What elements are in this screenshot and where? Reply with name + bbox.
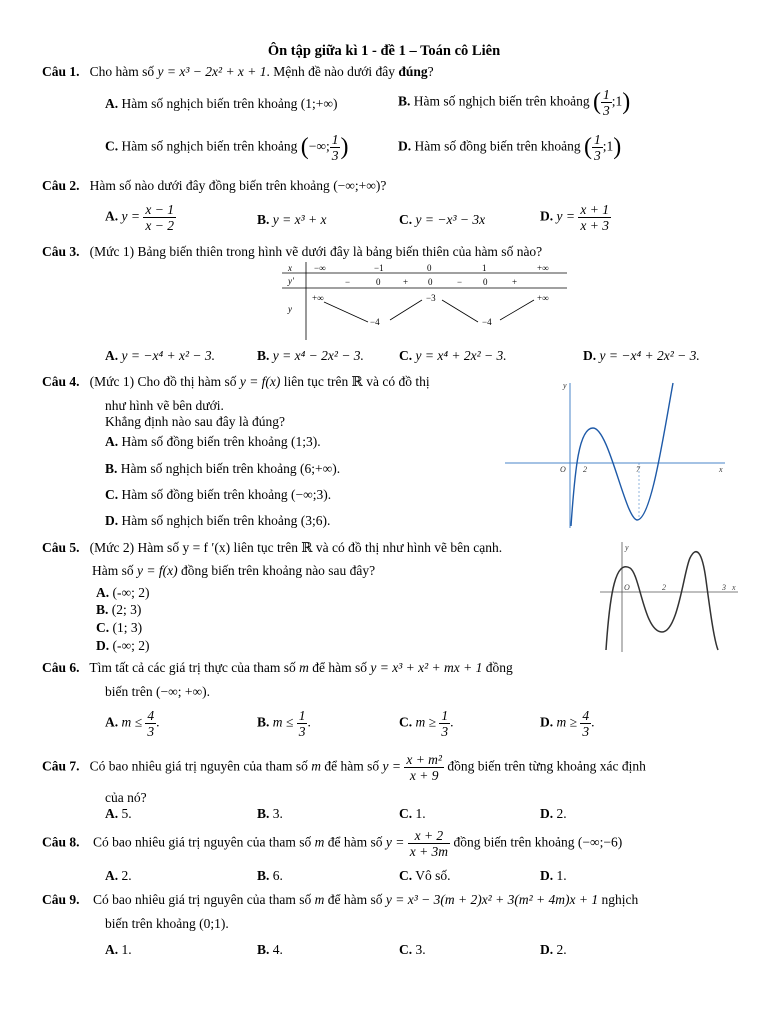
q1-option-c-denominator: 3	[331, 148, 339, 163]
question-8-param: m	[314, 834, 325, 850]
question-3-stem	[42, 244, 542, 260]
table-arrow-down-1	[324, 302, 368, 322]
q8-option-c-text: Vô số.	[415, 868, 451, 883]
question-8-text: Có bao nhiêu giá trị nguyên của tham số	[93, 834, 312, 850]
question-8-number: Câu 8.	[42, 834, 80, 850]
q1-option-c-head: −∞;	[308, 138, 330, 154]
q7-option-a-text: 5.	[121, 806, 132, 821]
q1-option-d-text: Hàm số đồng biến trên khoảng	[414, 138, 581, 154]
q2-option-b-formula: y = x³ + x	[272, 212, 327, 227]
question-4-stem	[42, 374, 430, 390]
question-1-stem	[42, 64, 434, 80]
question-6-stem	[42, 660, 513, 676]
q9-option-a-label: A.	[105, 942, 119, 957]
question-9-number: Câu 9.	[42, 892, 80, 907]
q1-option-c-label: C.	[105, 138, 119, 154]
question-7-number: Câu 7.	[42, 758, 80, 774]
q7-option-c-label: C.	[399, 806, 413, 821]
question-5-function: y = f(x)	[137, 563, 178, 578]
q9-option-d-text: 2.	[556, 942, 567, 957]
question-8-text-b: để hàm số	[327, 834, 383, 850]
q7-option-d-text: 2.	[556, 806, 567, 821]
q7-option-c[interactable]	[399, 806, 426, 822]
q9-option-b[interactable]	[257, 942, 283, 958]
question-4-text: (Mức 1) Cho đồ thị hàm số	[89, 374, 237, 389]
q4-origin-label: O	[560, 465, 566, 474]
q5-curve	[606, 552, 718, 650]
question-5-line-2	[92, 563, 375, 579]
q3-option-d[interactable]	[583, 348, 700, 364]
q2-option-a-denominator: x − 2	[145, 218, 174, 233]
table-y-label: y	[288, 304, 292, 314]
q4-tick-label-2: 7	[636, 465, 640, 474]
q4-x-axis-label: x	[719, 465, 723, 474]
q5-option-a[interactable]	[96, 585, 150, 601]
q7-option-a[interactable]	[105, 806, 132, 822]
table-arrow-up-1	[390, 300, 422, 320]
q9-option-b-label: B.	[257, 942, 270, 957]
q1-option-a[interactable]	[105, 96, 337, 112]
q2-option-b[interactable]	[257, 212, 327, 228]
table-sign-5: −	[457, 277, 463, 287]
q5-origin-label: O	[624, 583, 630, 592]
question-7-numerator: x + m²	[406, 752, 442, 767]
q9-option-c-label: C.	[399, 942, 413, 957]
table-x-value-2: −1	[374, 263, 384, 273]
q6-option-c-pre: m ≥	[415, 714, 437, 730]
question-7-text-c: đồng biến trên từng khoảng xác định	[447, 758, 646, 774]
q8-option-c[interactable]	[399, 868, 451, 884]
q6-option-d[interactable]: D. m ≥ $\frac{4}{3}$ .	[540, 708, 595, 739]
q4-curve	[571, 383, 673, 526]
q9-option-a[interactable]	[105, 942, 132, 958]
q2-option-a-pre: y =	[121, 208, 140, 224]
question-9-stem	[42, 892, 638, 908]
question-4-line-2: như hình vẽ bên dưới.	[105, 398, 224, 413]
q5-derivative-graph	[600, 540, 740, 652]
question-6-param: m	[299, 660, 309, 675]
q4-option-c-text: Hàm số đồng biến trên khoảng	[121, 487, 288, 502]
q5-option-d-label: D.	[96, 638, 110, 653]
table-x-value-5: +∞	[537, 263, 549, 273]
question-5-text: (Mức 2) Hàm số y = f ′(x) liên tục trên ℝ và có đồ thị như hình vẽ bên cạnh.	[89, 540, 503, 555]
q4-tick-label-1: 2	[583, 465, 587, 474]
q7-option-c-text: 1.	[415, 806, 426, 821]
q3-option-a-label: A.	[105, 348, 119, 363]
table-y-value-1: +∞	[312, 293, 324, 303]
q1-option-a-label: A.	[105, 96, 119, 111]
q4-option-c-label: C.	[105, 487, 119, 502]
q7-option-b-label: B.	[257, 806, 270, 821]
question-1-text-b: . Mệnh đề nào dưới đây	[266, 64, 395, 79]
question-8-denominator: x + 3m	[409, 844, 449, 859]
q2-option-d-label: D.	[540, 208, 554, 224]
q6-option-a-denominator: 3	[147, 724, 155, 739]
q6-option-b-numerator: 1	[298, 708, 306, 723]
q4-option-d-interval: (3;6).	[300, 513, 331, 528]
q4-option-b[interactable]	[105, 461, 340, 477]
q2-option-a-label: A.	[105, 208, 119, 224]
q9-option-d[interactable]	[540, 942, 567, 958]
question-4-line-3: Khẳng định nào sau đây là đúng?	[105, 414, 285, 429]
q5-x-axis-label: x	[732, 583, 736, 592]
q8-option-d[interactable]	[540, 868, 567, 884]
q6-option-d-denominator: 3	[582, 724, 590, 739]
q1-option-d-denominator: 3	[593, 148, 601, 163]
q1-option-b-label: B.	[398, 93, 411, 109]
q6-option-d-pre: m ≥	[556, 714, 578, 730]
q9-option-a-text: 1.	[121, 942, 132, 957]
q6-option-c-label: C.	[399, 714, 413, 730]
q4-option-d-text: Hàm số nghịch biến trên khoảng	[121, 513, 298, 528]
q8-option-d-label: D.	[540, 868, 554, 883]
q9-option-c[interactable]	[399, 942, 426, 958]
q8-option-b-label: B.	[257, 868, 270, 883]
q5-option-b-text: (2; 3)	[111, 602, 142, 617]
question-9-text: Có bao nhiêu giá trị nguyên của tham số	[93, 892, 312, 907]
q5-option-b-label: B.	[96, 602, 109, 617]
question-8-interval: (−∞;−6)	[577, 834, 623, 850]
q2-option-c-label: C.	[399, 212, 413, 227]
question-4-number: Câu 4.	[42, 374, 80, 389]
question-9-formula: y = x³ − 3(m + 2)x² + 3(m² + 4m)x + 1	[385, 892, 599, 907]
q6-option-a-numerator: 4	[147, 708, 155, 723]
question-6-formula: y = x³ + x² + mx + 1	[370, 660, 483, 675]
question-2-number: Câu 2.	[42, 178, 80, 193]
q2-option-d-denominator: x + 3	[580, 218, 609, 233]
table-sign-4: 0	[428, 277, 433, 287]
question-1-formula: y = x³ − 2x² + x + 1	[157, 64, 267, 79]
q5-option-d-text: (-∞; 2)	[112, 638, 150, 653]
q5-option-b[interactable]	[96, 602, 141, 618]
page-title: Ôn tập giữa kì 1 - đề 1 – Toán cô Liên	[267, 43, 501, 59]
table-arrow-up-2	[500, 300, 534, 320]
q4-option-d[interactable]	[105, 513, 330, 529]
q8-option-b-text: 6.	[272, 868, 283, 883]
question-1-text-c: ?	[427, 64, 434, 79]
q1-option-a-interval: (1;+∞)	[300, 96, 338, 111]
table-arrow-down-2	[442, 300, 478, 322]
table-x-value-1: −∞	[314, 263, 326, 273]
q2-option-d[interactable]	[540, 202, 611, 233]
q5-tick-label-2: 3	[722, 583, 726, 592]
question-1-number: Câu 1.	[42, 64, 80, 79]
question-5-number: Câu 5.	[42, 540, 80, 555]
q2-option-d-pre: y =	[556, 208, 575, 224]
q3-option-b-formula: y = x⁴ − 2x² − 3.	[272, 348, 364, 363]
q1-option-b-text: Hàm số nghịch biến trên khoảng	[413, 93, 590, 109]
q6-option-b-label: B.	[257, 714, 270, 730]
q3-option-c[interactable]	[399, 348, 507, 364]
q2-option-b-label: B.	[257, 212, 270, 227]
question-9-text-b: để hàm số	[327, 892, 383, 907]
q8-option-a[interactable]	[105, 868, 132, 884]
q3-option-d-formula: y = −x⁴ + 2x² − 3.	[599, 348, 700, 363]
question-7-param: m	[311, 758, 321, 774]
q5-tick-label-1: 2	[662, 583, 666, 592]
q4-option-b-text: Hàm số nghịch biến trên khoảng	[120, 461, 297, 476]
question-1-text: Cho hàm số	[89, 64, 155, 79]
question-2-text: Hàm số nào dưới đây đồng biến trên khoảng	[89, 178, 330, 193]
q6-option-c-numerator: 1	[441, 708, 449, 723]
q1-option-d[interactable]: D. Hàm số đồng biến trên khoảng ( $\frac{1}{3}$ ;1)	[398, 132, 622, 163]
question-6-text-b: để hàm số	[312, 660, 368, 675]
question-7-text-b: để hàm số	[324, 758, 380, 774]
question-7-text: Có bao nhiêu giá trị nguyên của tham số	[89, 758, 308, 774]
table-x-value-3: 0	[427, 263, 432, 273]
q1-option-d-numerator: 1	[593, 132, 601, 147]
question-6-text-c: đồng	[485, 660, 513, 675]
q2-option-d-numerator: x + 1	[580, 202, 609, 217]
q3-option-c-label: C.	[399, 348, 413, 363]
table-y-value-3: −3	[426, 293, 436, 303]
question-4-text-b: liên tục trên ℝ và có đồ thị	[283, 374, 430, 389]
question-6-text: Tìm tất cả các giá trị thực của tham số	[89, 660, 296, 675]
q8-option-d-text: 1.	[556, 868, 567, 883]
q4-option-d-label: D.	[105, 513, 119, 528]
q9-option-b-text: 4.	[272, 942, 283, 957]
question-6-line-2-text: biến trên	[105, 684, 153, 699]
question-3-text: (Mức 1) Bảng biến thiên trong hình vẽ dưới đây là bảng biến thiên của hàm số nào?	[89, 244, 543, 259]
question-4-function: y = f(x)	[239, 374, 281, 389]
q4-y-axis-label: y	[563, 381, 567, 390]
q4-option-c-interval: (−∞;3).	[290, 487, 332, 502]
q3-option-a-formula: y = −x⁴ + x² − 3.	[121, 348, 216, 363]
table-sign-7: +	[512, 277, 518, 287]
table-x-value-4: 1	[482, 263, 487, 273]
q3-option-b[interactable]	[257, 348, 364, 364]
q7-option-d-label: D.	[540, 806, 554, 821]
q1-option-b-numerator: 1	[602, 87, 610, 102]
question-9-param: m	[314, 892, 325, 907]
q4-option-b-label: B.	[105, 461, 118, 476]
question-8-text-c: đồng biến trên khoảng	[453, 834, 575, 850]
q4-option-b-interval: (6;+∞).	[299, 461, 341, 476]
table-sign-6: 0	[483, 277, 488, 287]
variation-table	[282, 262, 567, 340]
question-7-pre: y =	[382, 758, 401, 774]
question-5-line-2-b: đồng biến trên khoảng nào sau đây?	[180, 563, 376, 578]
q6-option-c[interactable]: C. m ≥ $\frac{1}{3}$ .	[399, 708, 454, 739]
q5-y-axis-label: y	[625, 543, 629, 552]
q8-option-b[interactable]	[257, 868, 283, 884]
q1-option-c-numerator: 1	[331, 132, 339, 147]
q1-option-b[interactable]: B. Hàm số nghịch biến trên khoảng ( $\frac{1}{3}$ ;1)	[398, 87, 631, 118]
q4-option-a-interval: (1;3).	[290, 434, 321, 449]
table-sign-3: +	[403, 277, 409, 287]
q5-option-d[interactable]	[96, 638, 150, 654]
table-sign-2: 0	[376, 277, 381, 287]
q3-option-c-formula: y = x⁴ + 2x² − 3.	[415, 348, 507, 363]
question-1-emphasis: đúng	[398, 64, 428, 79]
question-2-stem	[42, 178, 386, 194]
q5-option-a-text: (-∞; 2)	[112, 585, 150, 600]
q1-option-d-tail: ;1	[602, 138, 614, 154]
q4-function-graph	[505, 378, 730, 528]
question-8-numerator: x + 2	[408, 828, 450, 844]
q2-option-a[interactable]	[105, 202, 176, 233]
question-3-number: Câu 3.	[42, 244, 80, 259]
question-9-line-2-text: biến trên khoảng	[105, 916, 196, 931]
q1-option-a-text: Hàm số nghịch biến trên khoảng	[121, 96, 298, 111]
question-2-interval: (−∞;+∞)	[333, 178, 381, 193]
q6-option-d-label: D.	[540, 714, 554, 730]
question-6-interval: (−∞; +∞).	[155, 684, 210, 699]
q5-option-a-label: A.	[96, 585, 110, 600]
q4-option-a[interactable]	[105, 434, 321, 450]
table-y-value-4: −4	[482, 317, 492, 327]
table-y-value-2: −4	[370, 317, 380, 327]
q6-option-a-pre: m ≤	[121, 714, 143, 730]
question-9-line-2	[105, 916, 229, 932]
table-x-label: x	[288, 263, 292, 273]
q3-option-d-label: D.	[583, 348, 597, 363]
q4-option-c[interactable]	[105, 487, 331, 503]
q5-option-c[interactable]	[96, 620, 142, 636]
q5-option-c-label: C.	[96, 620, 110, 635]
q2-option-a-numerator: x − 1	[145, 202, 174, 217]
q9-option-d-label: D.	[540, 942, 554, 957]
q1-option-b-denominator: 3	[602, 103, 610, 118]
q9-option-c-text: 3.	[415, 942, 426, 957]
q6-option-b-pre: m ≤	[272, 714, 294, 730]
q7-option-b[interactable]	[257, 806, 283, 822]
q3-option-a[interactable]	[105, 348, 215, 364]
q1-option-c-text: Hàm số nghịch biến trên khoảng	[121, 138, 298, 154]
question-7-stem	[42, 752, 646, 783]
question-8-pre: y =	[385, 834, 405, 850]
table-sign-1: −	[345, 277, 351, 287]
question-7-denominator: x + 9	[409, 768, 439, 783]
q6-option-a[interactable]: A. m ≤ $\frac{4}{3}$ .	[105, 708, 160, 739]
q1-option-c[interactable]: C. Hàm số nghịch biến trên khoảng (−∞; $\frac{1}{3}$ )	[105, 132, 349, 163]
question-2-tail: ?	[380, 178, 387, 193]
q3-option-b-label: B.	[257, 348, 270, 363]
q8-option-a-text: 2.	[121, 868, 132, 883]
q8-option-c-label: C.	[399, 868, 413, 883]
q4-option-a-text: Hàm số đồng biến trên khoảng	[121, 434, 288, 449]
table-yprime-label: y′	[288, 276, 294, 286]
question-5-line-2-a: Hàm số	[92, 563, 134, 578]
q2-option-c-formula: y = −x³ − 3x	[415, 212, 486, 227]
question-5-stem	[42, 540, 502, 556]
question-9-interval: (0;1).	[199, 916, 229, 931]
q5-option-c-text: (1; 3)	[112, 620, 143, 635]
question-8-stem	[42, 828, 622, 859]
q8-option-a-label: A.	[105, 868, 119, 883]
q6-option-b[interactable]: B. m ≤ $\frac{1}{3}$ .	[257, 708, 311, 739]
q6-option-a-label: A.	[105, 714, 119, 730]
question-9-text-c: nghịch	[601, 892, 639, 907]
q7-option-b-text: 3.	[272, 806, 283, 821]
q6-option-d-numerator: 4	[582, 708, 590, 723]
table-y-value-5: +∞	[537, 293, 549, 303]
question-6-line-2	[105, 684, 210, 700]
q2-option-c[interactable]	[399, 212, 485, 228]
q1-option-d-label: D.	[398, 138, 412, 154]
q6-option-c-denominator: 3	[441, 724, 449, 739]
q4-option-a-label: A.	[105, 434, 119, 449]
q6-option-b-denominator: 3	[298, 724, 306, 739]
q1-option-b-tail: ;1	[611, 93, 623, 109]
question-7-line-2: của nó?	[105, 790, 147, 805]
question-6-number: Câu 6.	[42, 660, 80, 675]
q7-option-d[interactable]	[540, 806, 567, 822]
q7-option-a-label: A.	[105, 806, 119, 821]
